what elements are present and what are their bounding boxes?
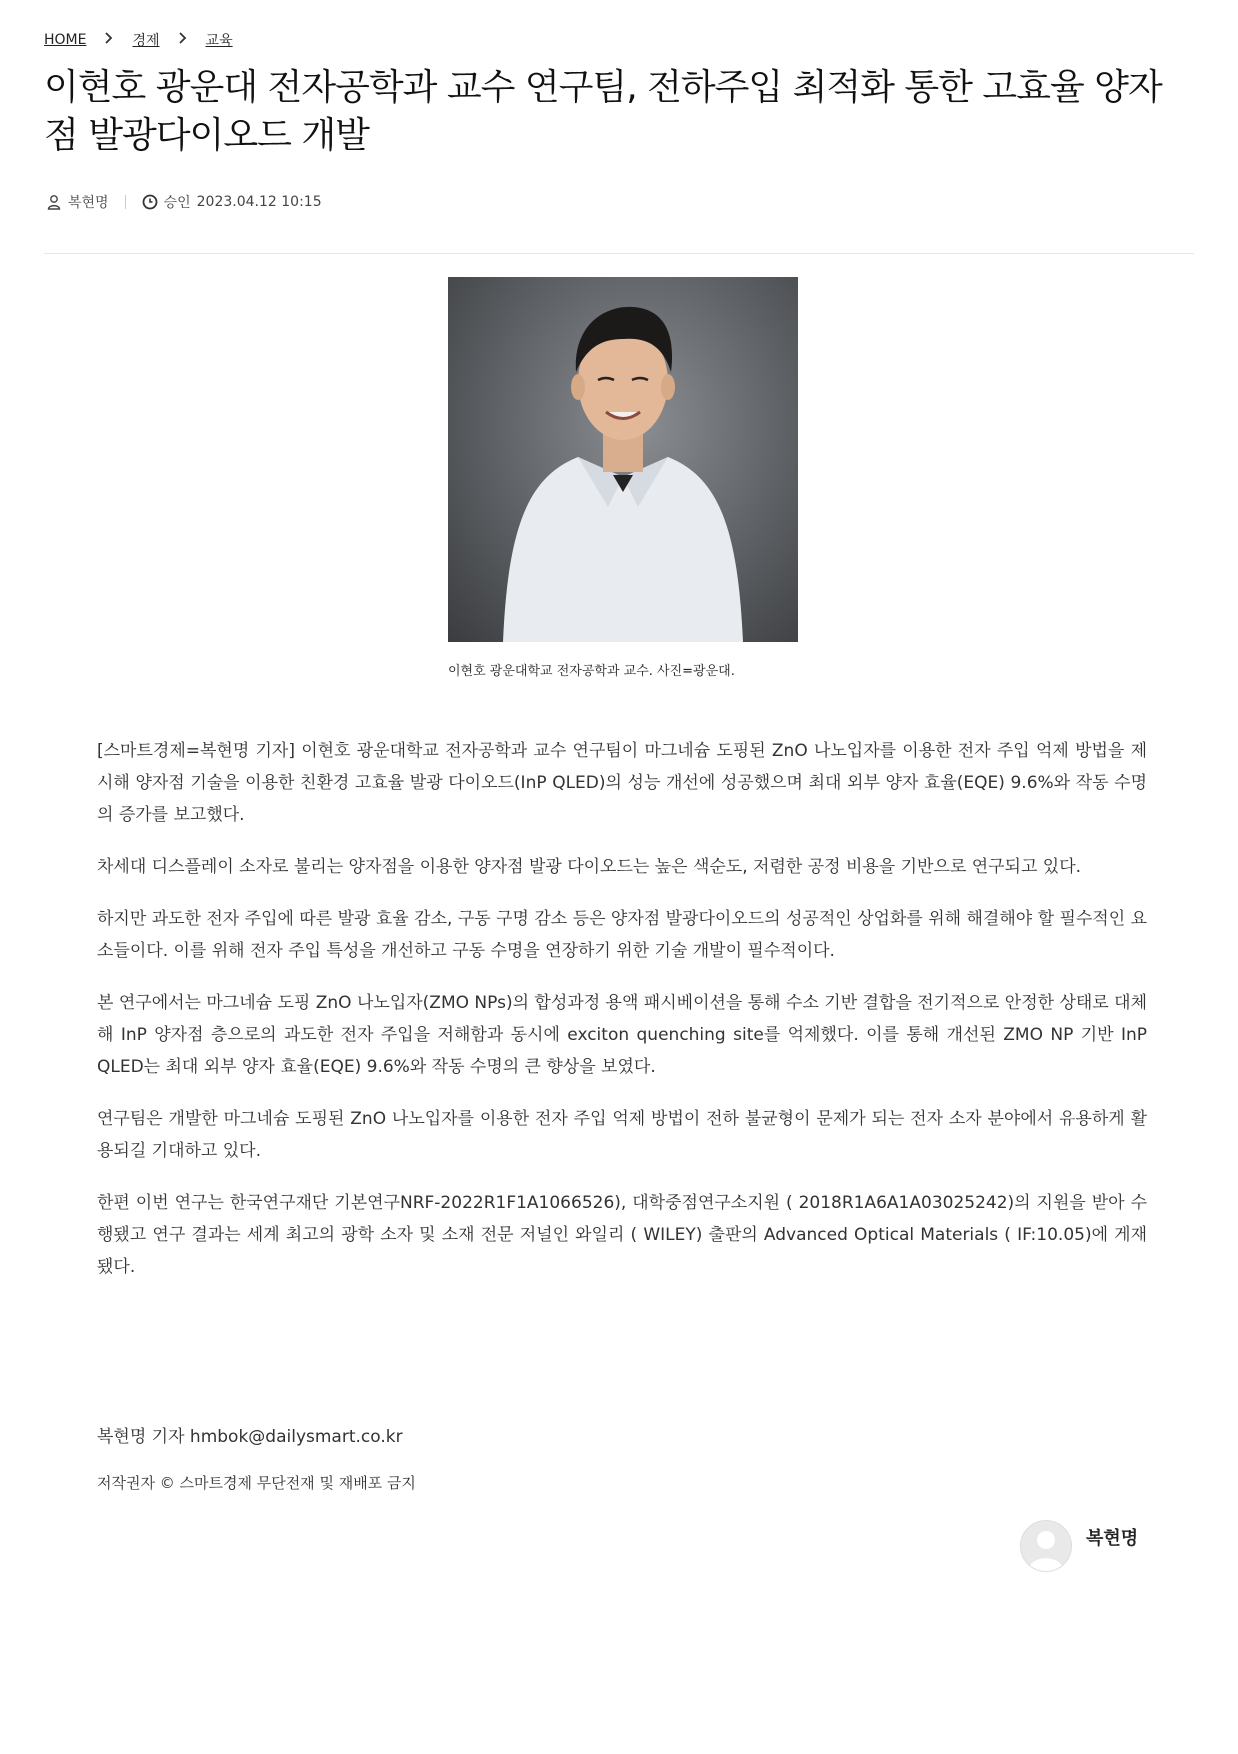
breadcrumb-subsection-link[interactable]: 교육 xyxy=(205,33,233,49)
reporter-byline: 복현명 기자 hmbok@dailysmart.co.kr xyxy=(97,1427,403,1447)
author-profile[interactable] xyxy=(1020,1520,1138,1572)
chevron-right-icon xyxy=(104,32,114,48)
chevron-right-icon xyxy=(178,32,188,48)
breadcrumb xyxy=(44,30,233,50)
article-paragraph: 본 연구에서는 마그네슘 도핑 ZnO 나노입자(ZMO NPs)의 합성과정 용액 패시베이션을 통해 수소 기반 결합을 전기적으로 안정한 상태로 대체해 InP 양자점 층으로의 과도한 전자 주입을 저해함과 동시에 exciton quenching site를 억제했다. 이를 통해 개선된 ZMO NP 기반 InP QLED는 최대 외부 양자 효율(EQE) 9.6%와 작동 수명의 큰 향상을 보였다. xyxy=(97,993,1147,1077)
article-paragraph: 차세대 디스플레이 소자로 불리는 양자점을 이용한 양자점 발광 다이오드는 높은 색순도, 저렴한 공정 비용을 기반으로 연구되고 있다. xyxy=(97,857,1082,877)
article-paragraph: 연구팀은 개발한 마그네슘 도핑된 ZnO 나노입자를 이용한 전자 주입 억제 방법이 전하 불균형이 문제가 되는 전자 소자 분야에서 유용하게 활용되길 기대하고 있다. xyxy=(97,1109,1147,1161)
author-profile-name[interactable]: 복현명 xyxy=(1086,1528,1139,1549)
header-divider xyxy=(44,253,1194,254)
avatar[interactable] xyxy=(1020,1520,1072,1572)
approved-label: 승인 xyxy=(163,195,191,211)
clock-icon xyxy=(142,194,158,210)
approved-datetime: 2023.04.12 10:15 xyxy=(196,194,322,210)
breadcrumb-home-link[interactable]: HOME xyxy=(44,32,87,48)
article-meta xyxy=(46,192,322,212)
author-name-meta[interactable]: 복현명 xyxy=(68,195,109,211)
photo-caption: 이현호 광운대학교 전자공학과 교수. 사진=광운대. xyxy=(448,664,735,679)
meta-divider xyxy=(125,195,126,209)
article-paragraph: [스마트경제=복현명 기자] 이현호 광운대학교 전자공학과 교수 연구팀이 마그네슘 도핑된 ZnO 나노입자를 이용한 전자 주입 억제 방법을 제시해 양자점 기술을 이용한 친환경 고효율 발광 다이오드(InP QLED)의 성능 개선에 성공했으며 최대 외부 양자 효율(EQE) 9.6%와 작동 수명의 증가를 보고했다. xyxy=(97,741,1147,825)
article-photo xyxy=(448,277,798,642)
article-paragraph: 하지만 과도한 전자 주입에 따른 발광 효율 감소, 구동 구명 감소 등은 양자점 발광다이오드의 성공적인 상업화를 위해 해결해야 할 필수적인 요소들이다. 이를 위해 전자 주입 특성을 개선하고 구동 수명을 연장하기 위한 기술 개발이 필수적이다. xyxy=(97,909,1147,961)
article-title: 이현호 광운대 전자공학과 교수 연구팀, 전하주입 최적화 통한 고효율 양자점 발광다이오드 개발 xyxy=(44,67,1162,156)
breadcrumb-section-link[interactable]: 경제 xyxy=(132,33,160,49)
user-icon xyxy=(46,194,62,210)
article-paragraph: 한편 이번 연구는 한국연구재단 기본연구NRF-2022R1F1A1066526), 대학중점연구소지원 ( 2018R1A6A1A03025242)의 지원을 받아 수행됐고 연구 결과는 세계 최고의 광학 소자 및 소재 전문 저널인 와일리 ( WILEY) 출판의 Advanced Optical Materials ( IF:10.05)에 게재됐다. xyxy=(97,1193,1147,1277)
article-body xyxy=(97,735,1147,1303)
copyright-notice: 저작권자 © 스마트경제 무단전재 및 재배포 금지 xyxy=(97,1474,416,1492)
